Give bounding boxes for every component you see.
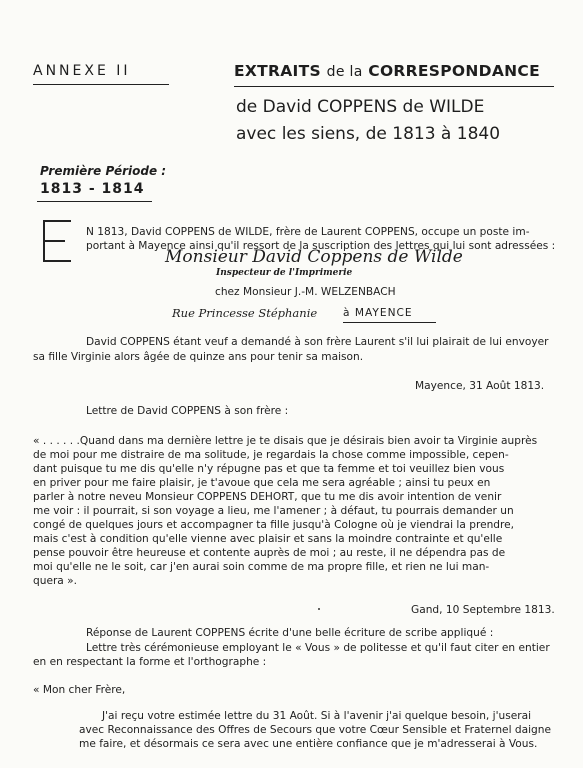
letter1-line: pense pouvoir être heureuse et contente auprès de moi ; au reste, il ne dépendra pas de [33,547,506,559]
intro-line-1: N 1813, David COPPENS de WILDE, frère de Laurent COPPENS, occupe un poste im- [86,226,530,238]
period-underline [37,201,152,202]
letter1-line: mais c'est à condition qu'elle vienne avec plaisir et sans la moindre contrainte et qu'elle [33,533,503,545]
letter1-line: en priver pour me faire plaisir, je t'avoue que cela me sera agréable ; ainsi tu peux en [33,477,491,489]
annexe-underline [33,84,169,85]
title-de-la: de la [326,64,363,80]
address-chez: chez Monsieur J.-M. WELZENBACH [215,286,396,298]
letter2-heading: Réponse de Laurent COPPENS écrite d'une belle écriture de scribe appliqué : [86,627,494,639]
letter1-line: moi qu'elle ne le soit, car j'en aurai soin comme de ma propre fille, et rien ne lui man- [33,561,490,573]
title-line-2: de David COPPENS de WILDE [236,97,485,117]
period-label: Première Période : [40,164,167,178]
letter2-salutation: « Mon cher Frère, [33,684,126,696]
letter1-line: congé de quelques jours et accompagner ta fille jusqu'à Cologne où je viendrai la prendre, [33,519,515,531]
title-correspondance: CORRESPONDANCE [368,62,540,80]
para1-line-1: David COPPENS étant veuf a demandé à son frère Laurent s'il lui plairait de lui envoyer [86,336,549,348]
dropcap-e [43,220,73,262]
address-city: à MAYENCE [343,307,413,319]
address-name: Monsieur David Coppens de Wilde [165,247,463,267]
annexe-label: ANNEXE II [33,63,131,79]
letter2-line: avec Reconnaissance des Offres de Secours que votre Cœur Sensible et Fraternel daigne [79,724,551,736]
letter2-dateline: Gand, 10 Septembre 1813. [411,604,555,616]
title-line-1 [234,62,540,80]
title-line-3: avec les siens, de 1813 à 1840 [236,124,501,144]
letter1-line: parler à notre neveu Monsieur COPPENS DEHORT, que tu me dis avoir intention de venir [33,491,502,503]
intro-line-2: portant à Mayence ainsi qu'il ressort de la suscription des lettres qui lui sont adressées : [86,240,556,252]
period-years: 1813 - 1814 [40,181,145,197]
address-city-underline [343,322,436,323]
letter1-line: quera ». [33,575,78,587]
letter1-heading: Lettre de David COPPENS à son frère : [86,405,289,417]
letter2-note-line-1: Lettre très cérémonieuse employant le « Vous » de politesse et qu'il faut citer en entier [86,642,550,654]
para1-line-2: sa fille Virginie alors âgée de quinze ans pour tenir sa maison. [33,351,364,363]
title-extraits: EXTRAITS [234,62,321,80]
title-underline [234,86,554,87]
letter2-line: J'ai reçu votre estimée lettre du 31 Août. Si à l'avenir j'ai quelque besoin, j'userai [102,710,532,722]
letter1-line: me voir : il pourrait, si son voyage a lieu, me l'amener ; à défaut, tu pourrais demander un [33,505,514,517]
address-street: Rue Princesse Stéphanie [172,306,318,320]
letter1-line: de moi pour me distraire de ma solitude, je regardais la chose comme impossible, cepen- [33,449,509,461]
letter1-line: dant puisque tu me dis qu'elle n'y répugne pas et que ta femme et toi veuillez bien vous [33,463,505,475]
letter1-dateline: Mayence, 31 Août 1813. [415,380,545,392]
letter2-line: me faire, et désormais ce sera avec une entière confiance que je m'adresserai à Vous. [79,738,538,750]
address-title: Inspecteur de l'Imprimerie [216,268,353,278]
print-speck [318,608,320,610]
letter2-note-line-2: en en respectant la forme et l'orthographe : [33,656,267,668]
letter1-line: « . . . . . .Quand dans ma dernière lettre je te disais que je désirais bien avoir ta Virginie auprès [33,435,538,447]
